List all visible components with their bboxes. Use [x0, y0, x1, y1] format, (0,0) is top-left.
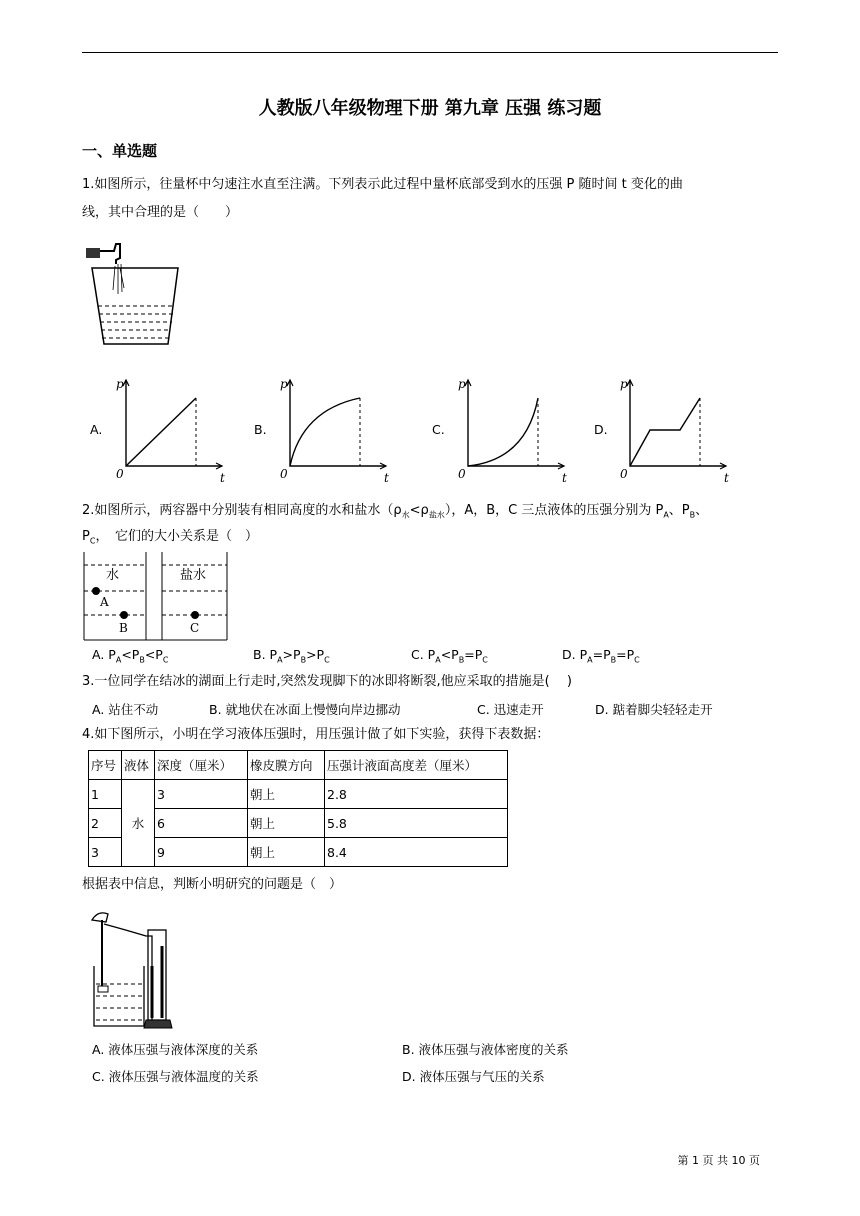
graph-axes: [290, 380, 386, 466]
point-b: [120, 611, 128, 619]
q4-after-text: 根据表中信息，判断小明研究的问题是（ ）: [82, 877, 343, 892]
q4-option-d[interactable]: D. 液体压强与气压的关系: [402, 1069, 545, 1084]
section-heading: 一、单选题: [82, 142, 158, 160]
q4-option-b[interactable]: B. 液体压强与液体密度的关系: [402, 1042, 569, 1057]
q2-option-a[interactable]: A. $P_A<P_B<P_C$: [92, 647, 169, 665]
header-cell: 橡皮膜方向: [248, 751, 325, 780]
header-cell: 序号: [89, 751, 122, 780]
q4-text: 4.如下图所示，小明在学习液体压强时，用压强计做了如下实验，获得下表数据：: [82, 727, 550, 742]
q3-text: 3.一位同学在结冰的湖面上行走时,突然发现脚下的冰即将断裂,他应采取的措施是( ): [82, 674, 572, 689]
axis-arrows: [123, 380, 222, 469]
header-cell: 液体: [122, 751, 155, 780]
pressure-curve: [468, 398, 538, 466]
header-cell: 压强计液面高度差（厘米）: [325, 751, 508, 780]
q1-option-d[interactable]: D.: [594, 422, 608, 437]
axis-label-p: p: [116, 377, 124, 391]
header-rule: [82, 52, 778, 53]
q3-option-c[interactable]: C. 迅速走开: [477, 702, 544, 717]
graph-axes: [630, 380, 726, 466]
pressure-curve: [290, 398, 360, 466]
point-c: [191, 611, 199, 619]
q4-pressure-gauge-figure: [86, 906, 182, 1034]
axis-label-p: p: [280, 377, 288, 391]
q1-graph-b: [276, 368, 396, 484]
faucet-handle: [86, 248, 100, 258]
water-label: 水: [106, 568, 120, 583]
q1-text-line1: 1.如图所示，往量杯中匀速注水直至注满。下列表示此过程中量杯底部受到水的压强 P 随时间 t 变化的曲: [82, 177, 683, 192]
axis-arrows: [287, 380, 386, 469]
hand-icon: [92, 913, 108, 922]
table-row: [89, 780, 508, 809]
q1-measuring-cup-figure: [82, 238, 182, 350]
q1-graph-c: [454, 368, 574, 484]
q1-graph-a: [112, 368, 232, 484]
q1-text-line2: 线，其中合理的是（ ）: [82, 205, 239, 220]
origin-label: 0: [280, 467, 288, 481]
axis-label-p: p: [458, 377, 466, 391]
origin-label: 0: [458, 467, 466, 481]
cell-index: 3: [89, 838, 122, 867]
cell-index: 1: [89, 780, 122, 809]
q3-option-d[interactable]: D. 踮着脚尖轻轻走开: [595, 702, 713, 717]
q2-option-c[interactable]: C. $P_A<P_B=P_C$: [411, 647, 488, 665]
q3-option-b[interactable]: B. 就地伏在冰面上慢慢向岸边挪动: [209, 702, 401, 717]
axis-label-t: t: [724, 471, 729, 484]
axis-label-p: p: [620, 377, 628, 391]
q2-containers-figure: [82, 551, 230, 643]
q2-text-line1: 2.如图所示，两容器中分别装有相同高度的水和盐水$(\rho_水<\rho_{盐水})$，A，B，C 三点液体的压强分别为 $P_A$、$P_B$、: [82, 503, 709, 520]
page-footer: 第 1 页 共 10 页: [677, 1154, 760, 1167]
cell-direction: 朝上: [248, 780, 325, 809]
point-a: [92, 587, 100, 595]
cell-index: 2: [89, 809, 122, 838]
origin-label: 0: [116, 467, 124, 481]
axis-label-t: t: [384, 471, 389, 484]
q4-option-a[interactable]: A. 液体压强与液体深度的关系: [92, 1042, 259, 1057]
q4-data-table: [88, 750, 508, 867]
cell-height-diff: 5.8: [325, 809, 508, 838]
q1-graph-d: [616, 368, 736, 484]
cell-depth: 3: [155, 780, 248, 809]
graph-axes: [126, 380, 222, 466]
cell-depth: 9: [155, 838, 248, 867]
q3-option-a[interactable]: A. 站住不动: [92, 702, 159, 717]
axis-label-t: t: [562, 471, 567, 484]
cell-liquid: 水: [122, 780, 155, 867]
q1-option-a[interactable]: A.: [90, 422, 103, 437]
point-c-label: C: [190, 621, 200, 635]
pressure-curve: [126, 398, 196, 466]
axis-label-t: t: [220, 471, 225, 484]
graph-axes: [468, 380, 564, 466]
q2-option-b[interactable]: B. $P_A>P_B>P_C$: [253, 647, 330, 665]
cell-depth: 6: [155, 809, 248, 838]
cell-height-diff: 8.4: [325, 838, 508, 867]
origin-label: 0: [620, 467, 628, 481]
cell-direction: 朝上: [248, 809, 325, 838]
salt-water-label: 盐水: [180, 568, 207, 583]
cell-height-diff: 2.8: [325, 780, 508, 809]
axis-arrows: [627, 380, 726, 469]
axis-arrows: [465, 380, 564, 469]
header-cell: 深度（厘米）: [155, 751, 248, 780]
page-title: 人教版八年级物理下册 第九章 压强 练习题: [258, 98, 602, 119]
pressure-curve: [630, 398, 700, 466]
q4-option-c[interactable]: C. 液体压强与液体温度的关系: [92, 1069, 259, 1084]
q2-text-line2: $P_C$， 它们的大小关系是（ ）: [82, 529, 258, 546]
point-a-label: A: [100, 595, 109, 609]
cell-direction: 朝上: [248, 838, 325, 867]
q1-option-b[interactable]: B.: [254, 422, 267, 437]
q2-option-d[interactable]: D. $P_A=P_B=P_C$: [562, 647, 640, 665]
q1-option-c[interactable]: C.: [432, 422, 445, 437]
table-header-row: [89, 751, 508, 780]
point-b-label: B: [119, 621, 128, 635]
